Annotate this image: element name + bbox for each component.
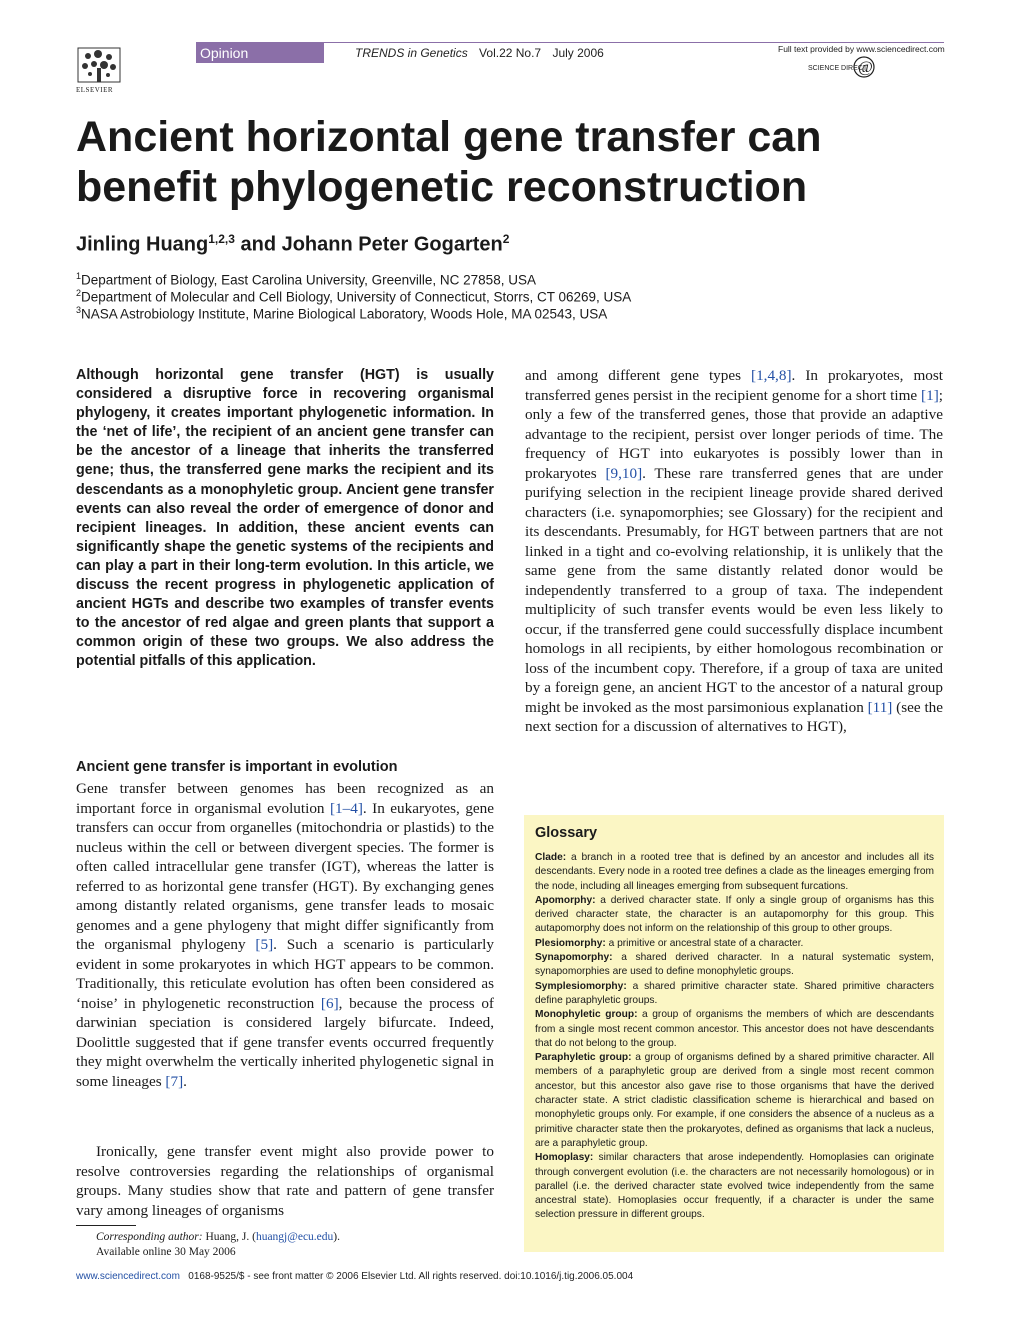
- glossary-definition: a branch in a rooted tree that is defined by an ancestor and includes all its descendants. Every node in a rooted tree defines a clade as the lineages emerging from the node, including all lineages emerging from subsequent furcations.: [535, 852, 934, 892]
- glossary-entry: [535, 1051, 934, 1151]
- publisher-logo-caption: ELSEVIER: [76, 86, 114, 94]
- text-run: . In eukaryotes, gene transfers can occur from organelles (mitochondria or plastids) to the nucleus within the cell or between divergent species. The former is often called intracellular gene transfer (IGT), whereas the latter is referred to as horizontal gene transfer (HGT). By exchanging genes among distantly related organisms, gene transfer leads to mosaic genomes and a gene phylogeny that might differ significantly from the organismal phylogeny: [76, 799, 494, 953]
- page-footer: [76, 1271, 633, 1282]
- author-name: Jinling Huang: [76, 233, 209, 256]
- glossary-term: Paraphyletic group:: [535, 1052, 632, 1064]
- footnote-rule: [76, 1225, 136, 1226]
- glossary-definition: a primitive or ancestral state of a character.: [605, 937, 804, 949]
- corresponding-label: Corresponding author:: [96, 1231, 203, 1243]
- affiliation: [76, 288, 631, 305]
- corresponding-end: ).: [333, 1231, 340, 1243]
- citation-link[interactable]: [1]: [921, 386, 939, 404]
- affiliation-number: 1: [76, 271, 82, 281]
- journal-volume: Vol.22 No.7: [479, 46, 542, 60]
- glossary-entry: [535, 1151, 934, 1222]
- citation-link[interactable]: [6]: [320, 994, 339, 1012]
- abstract: Although horizontal gene transfer (HGT) is usually considered a disruptive force in recovering organismal phylogeny, it creates important phylogenetic information. In the ‘net of life’, the recipient of an ancient gene transfer can be the ancestor of a lineage that inherits the transferred gene; thus, the transferred gene marks the recipient and its descendants as a monophyletic group. Ancient gene transfer events can also reveal the order of emergence of donor and recipient lineages. In addition, these ancient events can significantly shape the genetic systems of the recipients and can play a part in their long-term evolution. In this article, we discuss the recent progress in phylogenetic application of ancient HGTs and describe two examples of transfer events to the ancestor of red algae and green plants that support a common origin of these two groups. We also address the potential pitfalls of this application.: [76, 367, 494, 670]
- text-run: (see the next section for a discussion of alternatives to HGT),: [525, 698, 943, 735]
- glossary-entry: [535, 894, 934, 937]
- affiliation-text: Department of Molecular and Cell Biology, University of Connecticut, Storrs, CT 06269, USA: [81, 289, 632, 305]
- glossary-term: Apomorphy:: [535, 894, 596, 906]
- text-run: .: [183, 1072, 187, 1090]
- footer-url-link[interactable]: www.sciencedirect.com: [76, 1271, 180, 1282]
- citation-link[interactable]: [1–4]: [329, 799, 363, 817]
- author-affiliation-marks: 2: [502, 232, 510, 246]
- glossary-title: Glossary: [535, 825, 598, 841]
- text-run: . Such a scenario is particularly evident in some prokaryotes in which HGT appears to be common. Traditionally, this reticulate evolution has often been considered as ‘noise’ in phylogenetic reconstruction: [76, 936, 494, 1012]
- footer-copyright: 0168-9525/$ - see front matter © 2006 Elsevier Ltd. All rights reserved. doi:10.1016/j.tig.2006.05.004: [188, 1271, 634, 1282]
- glossary-entry: [535, 937, 934, 951]
- body-paragraph: Ironically, gene transfer event might also provide power to resolve controversies regarding the relationships of organismal groups. Many studies show that rate and pattern of gene transfer vary among lineages of organisms: [76, 1143, 494, 1219]
- glossary-definition: a group of organisms defined by a shared primitive character. All members of a paraphyletic group are derived from a single most recent common ancestor, but this ancestor also gave rise to those organisms that have the derived character state. A strict cladistic classification scheme is hierarchical and based on monophyletic groups only. For example, if one considers the absence of a nucleus as a primitive character state then the prokaryotes, defined as organisms that lack a nucleus, are a paraphyletic group.: [535, 1052, 935, 1149]
- author-name: Johann Peter Gogarten: [281, 233, 503, 256]
- glossary-definition: a group of organisms the members of which are descendants from a single most recent common ancestor. This ancestor does not have descendants that do not belong to the group.: [535, 1009, 934, 1049]
- glossary-term: Homoplasy:: [535, 1152, 594, 1164]
- affiliation-number: 2: [76, 288, 82, 298]
- glossary-entry: [535, 851, 934, 894]
- text-run: ; only a few of the transferred genes, those that provide an adaptive advantage to the recipient, persist over longer periods of time. The frequency of HGT into eukaryotes is possibly lower than in prokaryotes: [525, 386, 943, 482]
- text-run: , because the process of darwinian speciation is considered largely bifurcate. Indeed, Doolittle suggested that if gene transfer events occurred frequently they might overwhelm the vertically inherited phylogenetic signal in some lineages: [76, 994, 494, 1090]
- glossary-box: [524, 815, 944, 1252]
- glossary-definition: a shared derived character. In a natural systematic system, synapomorphies are used to define monophyletic groups.: [535, 952, 934, 978]
- affiliation: [76, 271, 536, 288]
- article-title: Ancient horizontal gene transfer can benefit phylogenetic reconstruction: [76, 113, 822, 211]
- author-list: [76, 232, 509, 257]
- text-run: . These rare transferred genes that are under purifying selection in the recipient lineage provide shared derived characters (i.e. synapomorphies; see Glossary) for the recipient and its descendants. Presumably, for HGT between partners that are not linked in a tight and co-evolving relationship, it is unlikely that the same gene from the same distantly related donor would be independently transferred to a group of taxa. The independent multiplicity of such transfer events would be even less likely to occur, if the transferred gene could successfully displace incumbent homologs in all recipients, by either homologous recombination or loss of the incumbent copy. Therefore, if a group of taxa are united by a foreign gene, an ancient HGT to the ancestor of a natural group might be invoked as the most parsimonious explanation: [525, 464, 943, 716]
- journal-name: TRENDS in Genetics: [355, 46, 468, 60]
- text-run: Gene transfer between genomes has been recognized as an important force in organismal evolution: [76, 780, 494, 817]
- sd-logo-text: SCIENCE DIRECT: [808, 65, 868, 72]
- author-separator: and: [234, 233, 282, 256]
- text-run: . In prokaryotes, most transferred genes persist in the recipient genome for a short time: [525, 367, 943, 404]
- text-run: and among different gene types: [525, 367, 752, 384]
- glossary-definition: similar characters that arose independently. Homoplasies can originate through convergent evolution (i.e. the characters are not necessarily homologous) or in parallel (i.e. the derived character state evolved twice independently from the same ancestral state). Homoplasies occur frequently, if a character is under the same selection pressure in different groups.: [535, 1152, 934, 1221]
- glossary-term: Monophyletic group:: [535, 1009, 638, 1021]
- journal-date: July 2006: [552, 46, 604, 60]
- glossary-definition: a derived character state. If only a single group of organisms has this derived character state, the character is an autapomorphy for this group. This autapomorphy does not inform on the relationship of this group to other groups.: [535, 894, 934, 935]
- glossary-term: Synapomorphy:: [535, 952, 613, 964]
- glossary-term: Symplesiomorphy:: [535, 980, 627, 992]
- affiliation-text: NASA Astrobiology Institute, Marine Biological Laboratory, Woods Hole, MA 02543, USA: [81, 306, 608, 322]
- citation-link[interactable]: [7]: [165, 1072, 184, 1090]
- email-link[interactable]: huangj@ecu.edu: [255, 1231, 334, 1243]
- citation-link[interactable]: [9,10]: [605, 464, 643, 482]
- journal-info: [355, 46, 604, 60]
- svg-text:@: @: [858, 59, 873, 76]
- citation-link[interactable]: [5]: [255, 936, 274, 953]
- corresponding-name: Huang, J. (: [202, 1231, 256, 1243]
- section-heading: Ancient gene transfer is important in evolution: [76, 759, 398, 775]
- citation-link[interactable]: [1,4,8]: [751, 367, 792, 384]
- glossary-entry: [535, 980, 934, 1009]
- glossary-term: Clade:: [535, 852, 567, 863]
- citation-link[interactable]: [11]: [867, 698, 893, 716]
- author-affiliation-marks: 1,2,3: [208, 232, 235, 246]
- body-paragraph: [525, 366, 943, 737]
- glossary-term: Plesiomorphy:: [535, 937, 606, 949]
- body-paragraph: [76, 779, 494, 1091]
- affiliation-text: Department of Biology, East Carolina University, Greenville, NC 27858, USA: [81, 272, 536, 288]
- corresponding-author: [96, 1231, 340, 1243]
- sciencedirect-logo: [808, 54, 918, 80]
- available-online: Available online 30 May 2006: [96, 1246, 236, 1258]
- glossary-entry: [535, 951, 934, 980]
- affiliation: [76, 305, 607, 322]
- affiliation-number: 3: [76, 305, 82, 315]
- fulltext-provider[interactable]: Full text provided by www.sciencedirect.com: [778, 44, 945, 54]
- glossary-definition: a shared primitive character state. Shared primitive characters define paraphyletic groups.: [535, 980, 934, 1006]
- glossary-entry: [535, 1008, 934, 1051]
- section-tag: Opinion: [196, 43, 324, 63]
